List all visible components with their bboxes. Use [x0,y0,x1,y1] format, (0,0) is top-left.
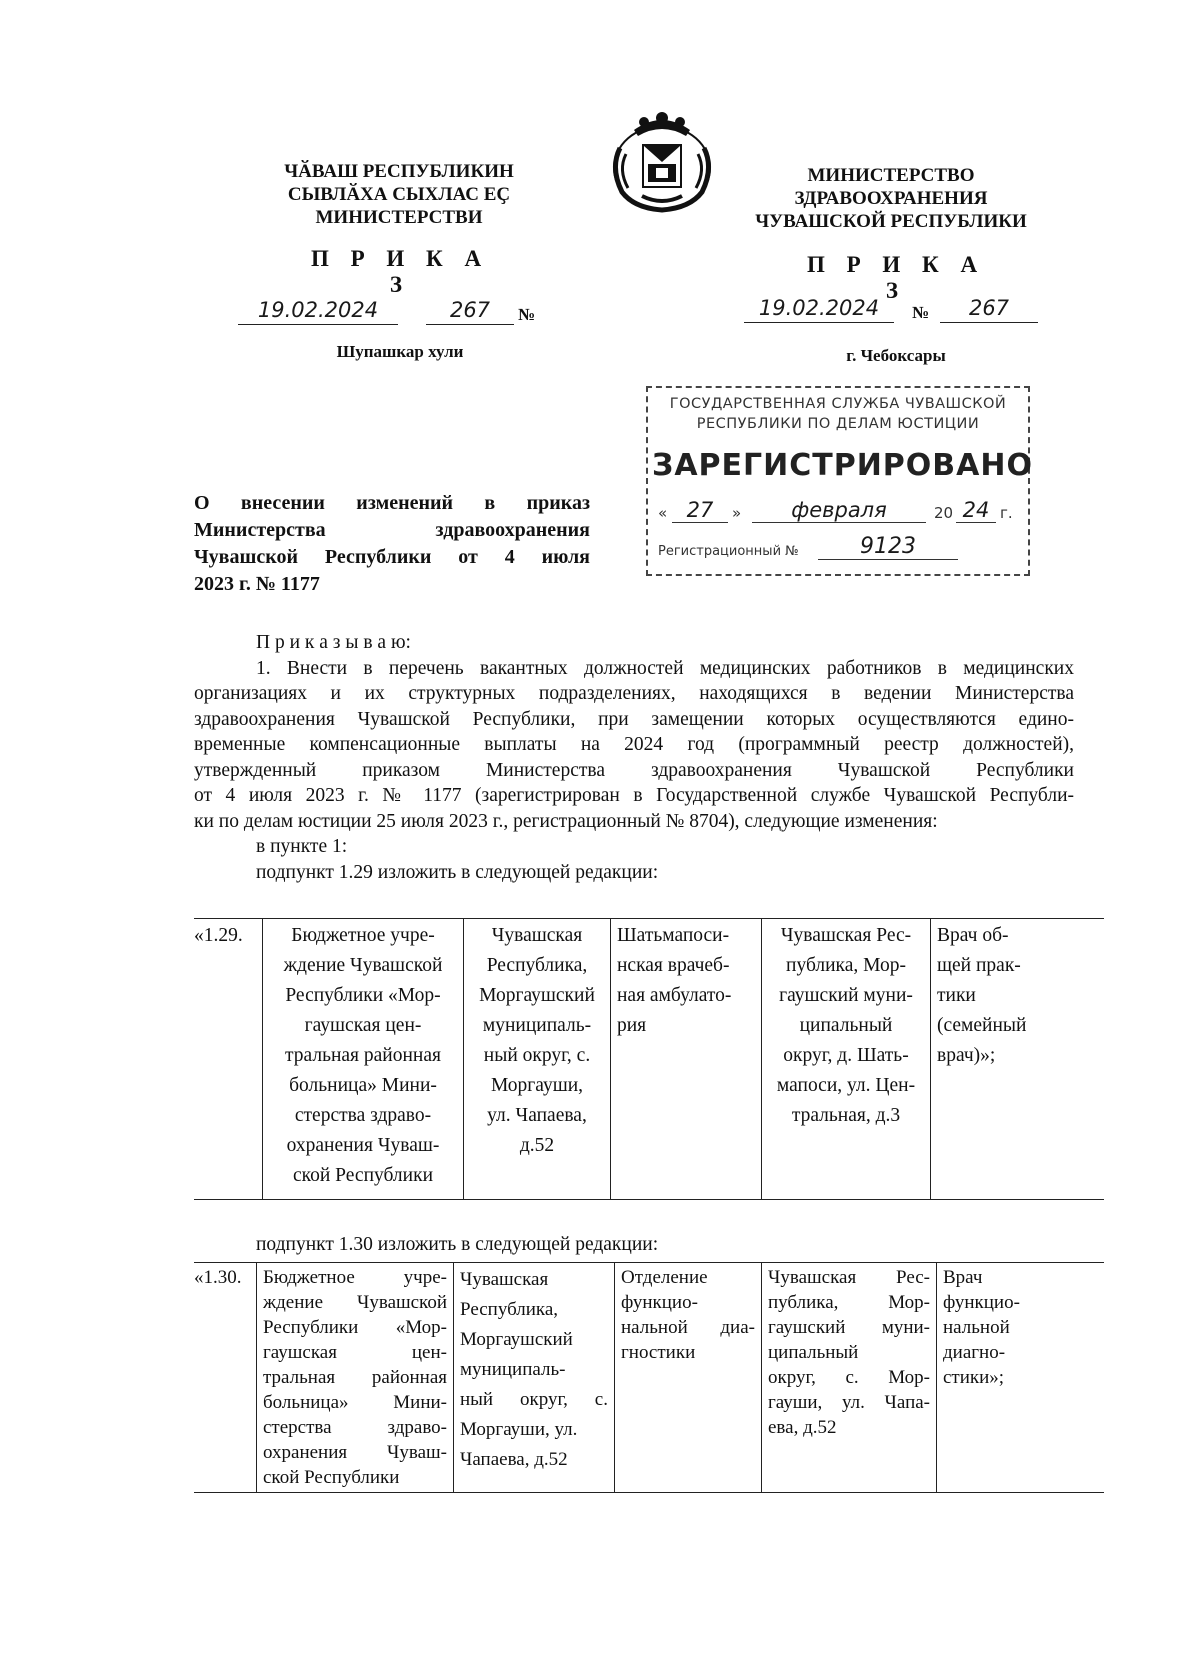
left-number-field [426,298,514,325]
in-point-1: в пункте 1: [256,836,348,857]
registration-stamp [646,386,1033,576]
subject-line3: Чувашской Республики от 4 июля [194,546,590,568]
cell-line: тральная районная [263,1367,447,1388]
cell-line: Моргаушский [479,985,595,1006]
left-city: Шупашкар хули [336,342,464,361]
cell-line: тики [937,985,976,1006]
cell-line: ской Республики [292,1165,434,1186]
subject-line1: О внесении изменений в приказ [194,492,590,514]
cell-line: Моргаушский [460,1329,573,1350]
cell-line: Бюджетное учре- [291,925,435,946]
cell-line: функцио- [943,1292,1020,1313]
cell-line: Шатьмапоси- [617,925,730,946]
cell-line: нальной [943,1317,1010,1338]
right-header-line3: ЧУВАШСКОЙ РЕСПУБЛИКИ [755,211,1027,232]
left-date-value: 19.02.2024 [257,298,379,322]
subject-line4: 2023 г. № 1177 [194,573,320,595]
right-ministry-header [736,164,1046,233]
cell-line: гаушская цен- [263,1342,447,1363]
cell-line: ждение Чувашской [283,955,443,976]
right-date-value: 19.02.2024 [758,296,880,320]
table-row [194,919,1104,1199]
cell-line: охранения Чуваш- [286,1135,440,1156]
cell-line: ципальный [799,1015,893,1036]
stamp-reg-row [658,534,1022,564]
right-city: г. Чебоксары [846,346,946,365]
cell-line: округ, с. Мор- [768,1367,930,1388]
cell-line: Бюджетное учре- [263,1267,447,1288]
paragraph-1-line1: 1. Внести в перечень вакантных должностей медицинских работников в медицинских [256,657,1074,679]
table-row [194,1263,1104,1492]
left-ministry-header [244,160,554,229]
stamp-registered: ЗАРЕГИСТРИРОВАНО [652,448,1033,483]
order-subject [194,490,590,598]
table-130-cell-subdivision [615,1263,762,1492]
right-date-field [744,296,894,323]
cell-line: Чувашская [460,1269,549,1290]
stamp-year-prefix: 20 [934,504,954,522]
stamp-date-row [658,498,1022,526]
subpoint-129-intro: подпункт 1.29 изложить в следующей редакции: [256,861,659,883]
cell-line: ул. Чапаева, [487,1105,587,1126]
subject-line2: Министерства здравоохранения [194,519,590,541]
paragraph-1-line2: организациях и их структурных подразделениях, находящихся в ведении Министерства [194,683,1074,704]
cell-line: Республики «Мор- [285,985,441,1006]
left-header-line3: МИНИСТЕРСТВИ [315,207,483,228]
cell-line: рия [617,1015,647,1036]
stamp-line1: ГОСУДАРСТВЕННАЯ СЛУЖБА ЧУВАШСКОЙ [669,396,1007,412]
cell-line: нская врачеб- [617,955,730,976]
right-prikaz-title: П Р И К А З [806,252,986,303]
cell-line: диагно- [943,1342,1006,1363]
table-130-cell-number [194,1263,257,1492]
table-129 [194,918,1104,1200]
cell-line: ской Республики [263,1467,400,1488]
cell-line: Чувашская [491,925,583,946]
paragraph-1-line6: от 4 июля 2023 г. № 1177 (зарегистрирован в Государственной службе Чувашской Республи- [194,785,1074,806]
subpoint-130-intro: подпункт 1.30 изложить в следующей редакции: [256,1234,659,1255]
right-number-value: 267 [968,296,1010,320]
cell-line: врач)»; [937,1045,996,1066]
table-129-cell-position [931,919,1105,1199]
cell-line: д.52 [519,1135,555,1156]
cell-line: стерства здраво- [294,1105,432,1126]
cell-line: щей прак- [937,955,1021,976]
cell-text: «1.29. [194,925,243,946]
table-130-grid [194,1263,1104,1492]
cell-line: муниципаль- [482,1015,592,1036]
order-word: П р и к а з ы в а ю: [256,632,411,653]
cell-line: публика, Мор- [786,955,906,976]
paragraph-1-line3: здравоохранения Чувашской Республики, при замещении которых осуществляются едино- [194,708,1074,730]
cell-line: ный округ, с. [483,1045,591,1066]
cell-line: мапоси, ул. Цен- [776,1075,916,1096]
paragraph-1-line5: утвержденный приказом Министерства здравоохранения Чувашской Республики [194,759,1074,781]
table-129-cell-institution [263,919,464,1199]
cell-line: Республики «Мор- [263,1317,447,1338]
cell-line: тральная, д.3 [791,1105,901,1126]
cell-line: больница» Мини- [263,1392,447,1413]
stamp-line2: РЕСПУБЛИКИ ПО ДЕЛАМ ЮСТИЦИИ [696,416,980,432]
left-date-field [238,298,398,325]
cell-line: функцио- [621,1292,698,1313]
cell-line: больница» Мини- [289,1075,437,1096]
cell-line: гаушский муни- [768,1317,930,1338]
cell-line: тральная районная [285,1045,441,1066]
stamp-year-suffix: г. [1000,504,1013,522]
table-129-grid [194,919,1104,1199]
cell-line: Чувашская Рес- [768,1267,930,1288]
cell-line: Моргауши, [490,1075,584,1096]
stamp-month: февраля [752,498,926,523]
coat-of-arms-emblem [604,108,720,214]
cell-line: охранения Чуваш- [263,1442,447,1463]
right-number-field [940,296,1038,323]
cell-line: ждение Чувашской [263,1292,447,1313]
table-130 [194,1262,1104,1493]
cell-line: Врач об- [937,925,1009,946]
cell-line: гностики [621,1342,696,1363]
left-prikaz-title: П Р И К А З [310,246,490,297]
paragraph-1-line4: временные компенсационные выплаты на 2024 год (программный реестр должностей), [194,734,1074,755]
cell-line: Республика, [486,955,588,976]
cell-text: «1.30. [194,1267,242,1288]
left-header-line2: СЫВЛӐХА СЫХЛАС ЕҪ [287,184,511,205]
cell-line: округ, д. Шать- [783,1045,909,1066]
cell-line: стерства здраво- [263,1417,447,1438]
stamp-day: 27 [672,498,728,523]
cell-line: стики»; [943,1367,1005,1388]
table-130-cell-address [454,1263,615,1492]
cell-line: ный округ, с. [460,1389,608,1410]
stamp-reg-label: Регистрационный № [658,544,799,559]
cell-line: Отделение [621,1267,708,1288]
table-129-cell-number [194,919,263,1199]
right-number-sign: № [912,303,930,322]
cell-line: ная амбулато- [617,985,732,1006]
table-130-cell-position [937,1263,1105,1492]
cell-line: гаушский муни- [779,985,913,1006]
cell-line: публика, Мор- [768,1292,930,1313]
left-number-value: 267 [449,298,491,322]
stamp-close-quote: » [732,504,742,522]
left-header-line1: ЧӐВАШ РЕСПУБЛИКИН [284,161,514,182]
stamp-open-quote: « [658,504,668,522]
stamp-reg-number: 9123 [818,534,958,560]
table-129-cell-address [464,919,611,1199]
cell-line: Чапаева, д.52 [460,1449,568,1470]
cell-line: нальной диа- [621,1317,755,1338]
left-number-sign: № [518,305,536,324]
table-129-cell-location [762,919,931,1199]
cell-line: Врач [943,1267,983,1288]
table-130-cell-location [762,1263,937,1492]
cell-line: ева, д.52 [768,1417,837,1438]
order-body [194,630,1074,885]
cell-line: муниципаль- [460,1359,566,1380]
cell-line: Республика, [460,1299,559,1320]
cell-line: гауши, ул. Чапа- [768,1392,930,1413]
stamp-year: 24 [956,498,996,523]
cell-line: (семейный [937,1015,1027,1036]
cell-line: гаушская цен- [304,1015,422,1036]
right-header-line2: ЗДРАВООХРАНЕНИЯ [794,188,988,209]
right-header-line1: МИНИСТЕРСТВО [807,165,975,186]
table-129-cell-subdivision [611,919,762,1199]
paragraph-1-line7: ки по делам юстиции 25 июля 2023 г., регистрационный № 8704), следующие изменения: [194,810,938,832]
cell-line: Чувашская Рес- [780,925,912,946]
cell-line: Моргауши, ул. [460,1419,578,1440]
table-130-cell-institution [257,1263,454,1492]
cell-line: ципальный [768,1342,859,1363]
